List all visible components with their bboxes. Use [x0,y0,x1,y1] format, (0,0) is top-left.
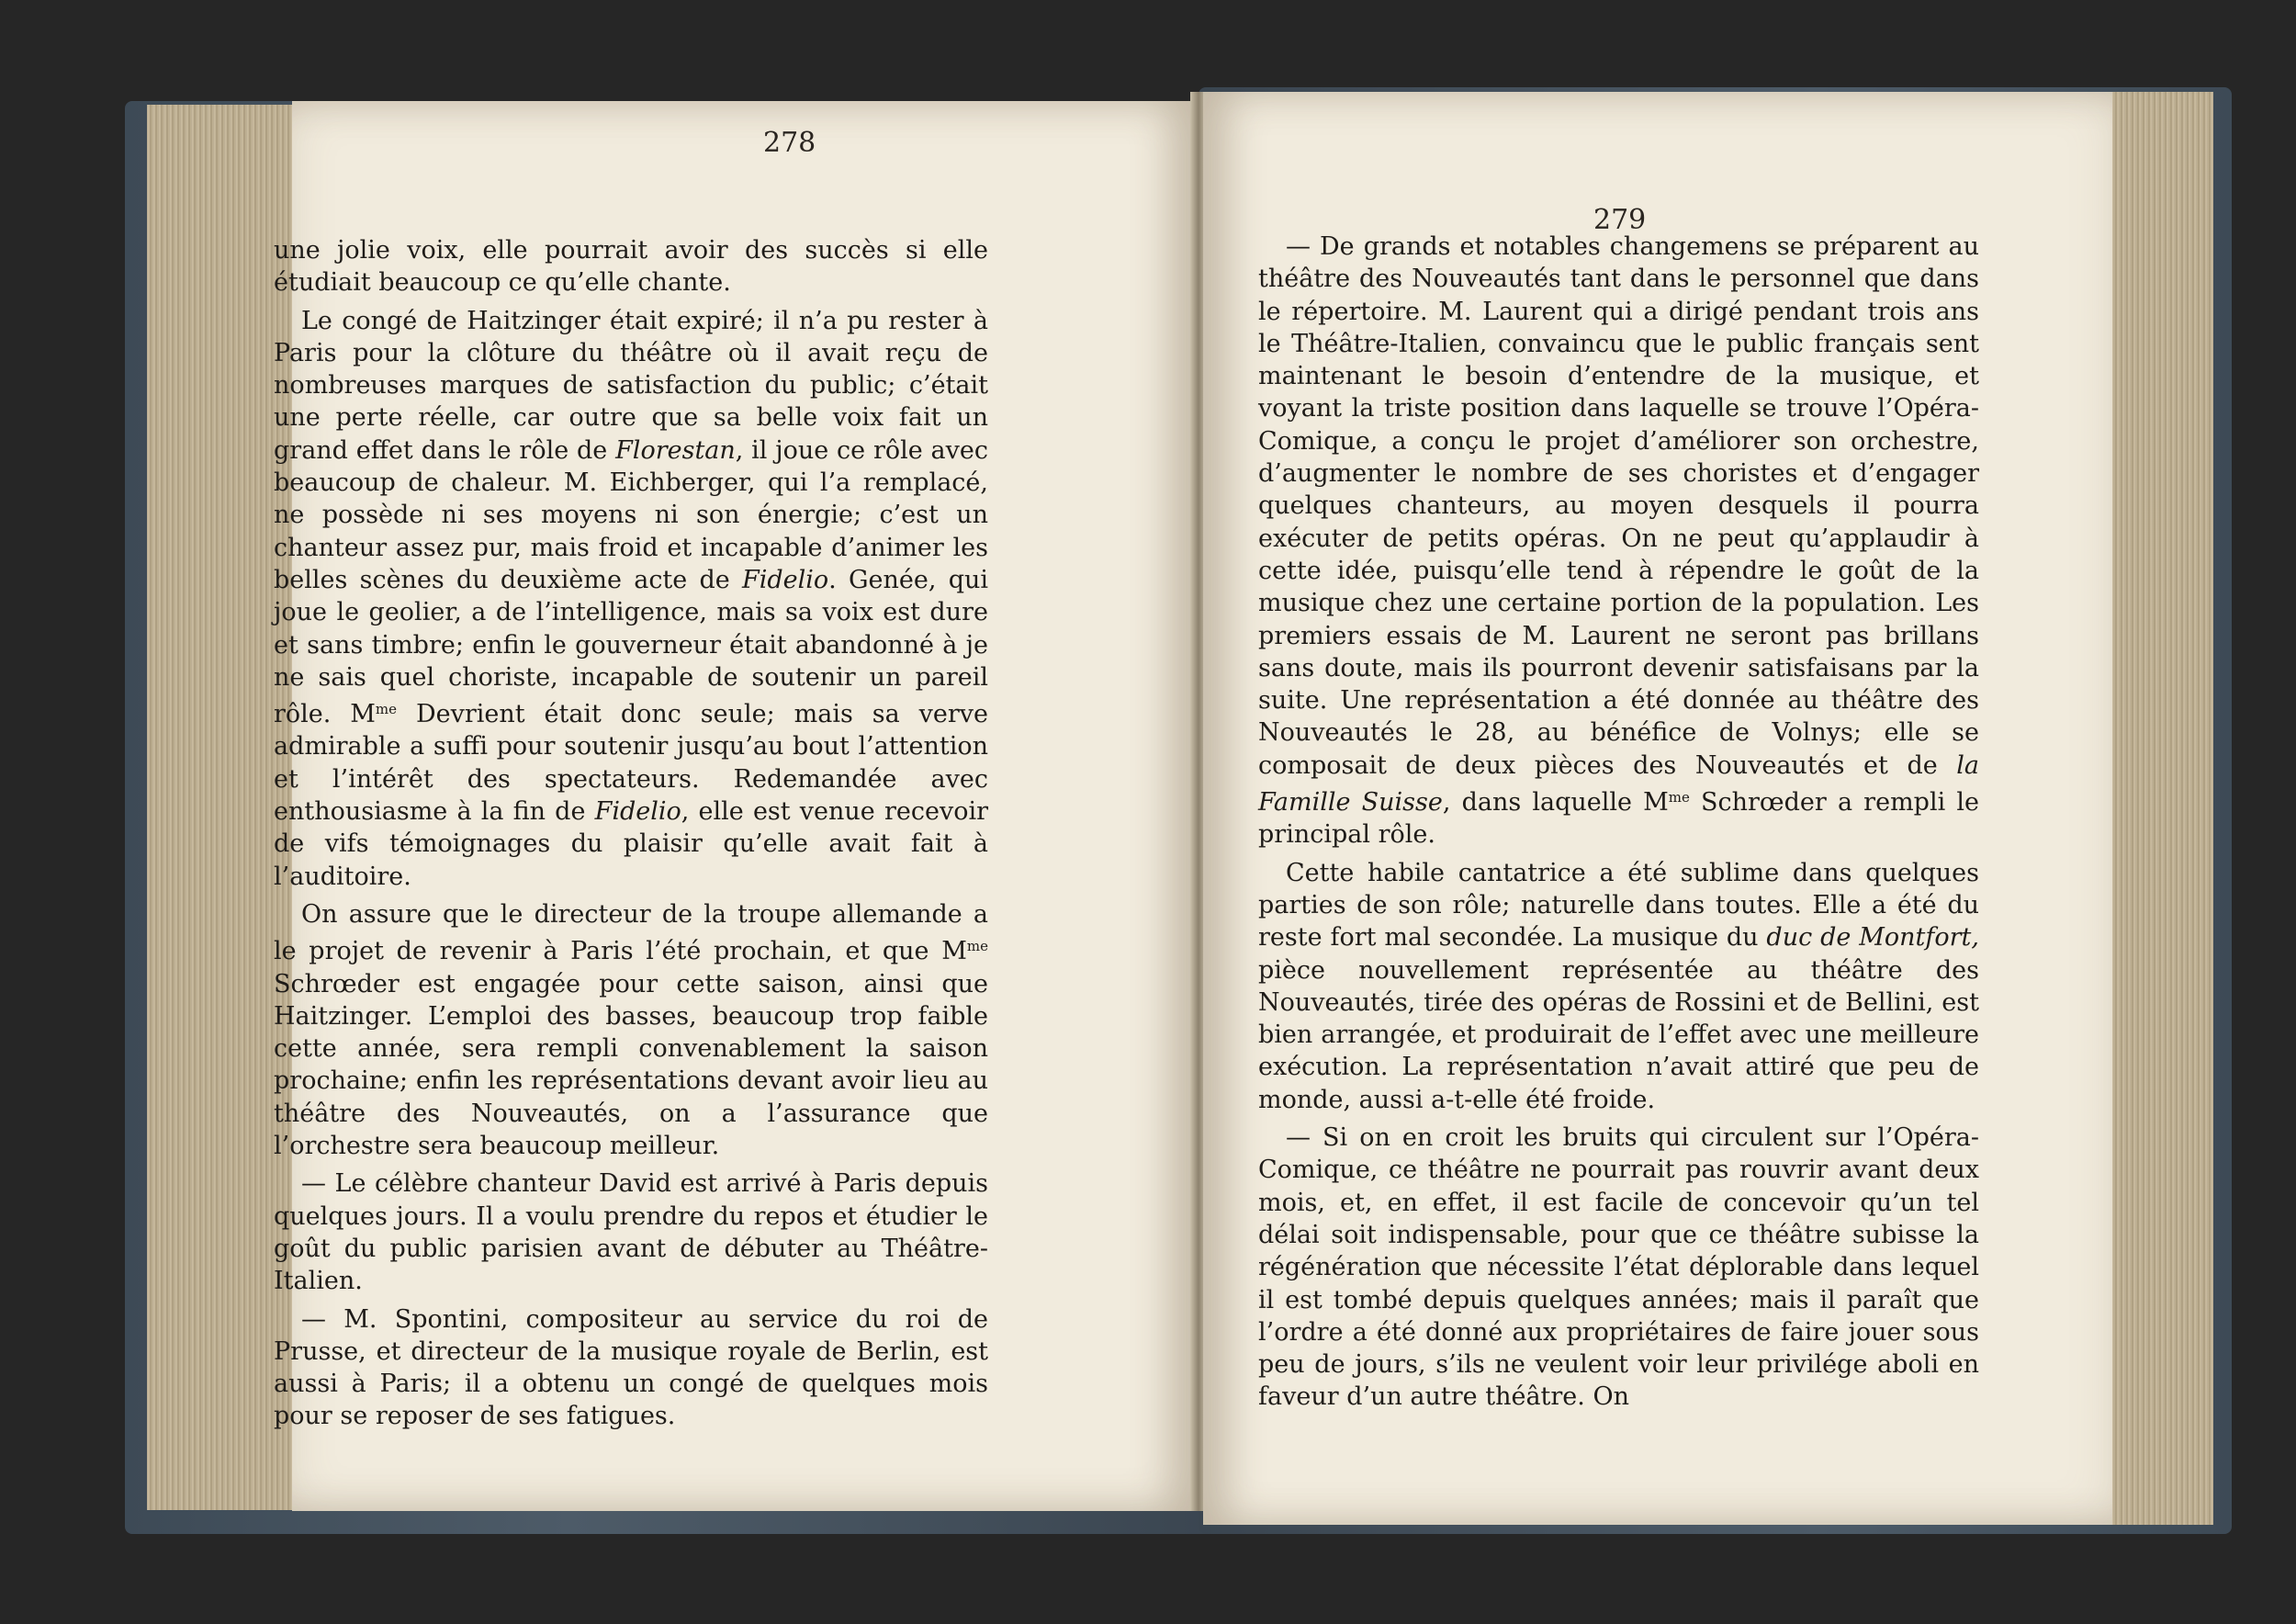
text-run: pièce nouvellement représentée au théâtre des Nouveautés, tirée des opéras de Rossini et de Bellini, est bien arrangée, et produirait de l’effet avec une meilleure exécution. La représentation n’avait attiré que peu de monde, aussi a-t-elle été froide. [1258,955,1979,1114]
page-number-right: 279 [1593,204,1647,236]
text-run: , elle est venue recevoir de vifs témoignages du plaisir qu’elle avait fait à l’auditoire. [274,797,988,891]
paragraph [274,234,988,299]
right-page-text [1258,231,1979,1419]
italic-title: duc de Montfort, [1766,923,1979,953]
paragraph [274,1167,988,1297]
left-page [274,101,1194,1511]
right-page [1203,92,2112,1525]
text-run: — M. Spontini, compositeur au service du roi de Prusse, et directeur de la musique royale de Berlin, est aussi à Paris; il a obtenu un congé de quelques mois pour se reposer de ses fatigues. [274,1304,988,1431]
text-run: me [375,701,398,718]
right-page-edges [2103,92,2213,1525]
text-run: Schrœder est engagée pour cette saison, ainsi que Haitzinger. L’emploi des basses, beaucoup trop faible cette année, sera rempli convenablement la saison prochaine; enfin les représentations devant avoir lieu au théâtre des Nouveautés, on a l’assurance que l’orchestre sera beaucoup meilleur. [274,969,988,1161]
italic-title: Florestan [615,435,736,465]
text-run: Devrient était donc seule; mais sa verve admirable a suffi pour soutenir jusqu’au bout l’attention et l’intérêt des spectateurs. Redemandée avec enthousiasme à la fin de [274,700,988,827]
paragraph [274,898,988,1162]
text-run: me [1668,789,1690,806]
page-number-left: 278 [763,127,816,159]
italic-title: Fidelio [742,565,829,594]
text-run: , dans laquelle M [1442,788,1669,818]
text-run: Cette habile cantatrice a été sublime dans quelques parties de son rôle; naturelle dans toutes. Elle a été du reste fort mal secondée. La musique du [1258,858,1979,953]
text-run: On assure que le directeur de la troupe allemande a le projet de revenir à Paris l’été prochain, et que M [274,899,988,966]
text-run: — Le célèbre chanteur David est arrivé à Paris depuis quelques jours. Il a voulu prendre du repos et étudier le goût du public parisien avant de débuter au Théâtre-Italien. [274,1169,988,1296]
text-run: — Si on en croit les bruits qui circulent sur l’Opéra-Comique, ce théâtre ne pourrait pas rouvrir avant deux mois, et, en effet, il est facile de concevoir qu’un tel délai soit indispensable, pour que ce théâtre subisse la régénération que nécessite l’état déplorable dans lequel il est tombé depuis quelques années; mais il paraît que l’ordre a été donné aux propriétaires de faire jouer sous peu de jours, s’ils ne veulent voir leur privilége aboli en faveur d’un autre théâtre. On [1258,1123,1979,1412]
text-run: une jolie voix, elle pourrait avoir des succès si elle étudiait beaucoup ce qu’elle chante. [274,236,988,298]
text-run: — De grands et notables changemens se préparent au théâtre des Nouveautés tant dans le personnel que dans le répertoire. M. Laurent qui a dirigé pendant trois ans le Théâtre-Italien, convaincu que le public français sent maintenant le besoin d’entendre de la musique, et voyant la triste position dans laquelle se trouve l’Opéra-Comique, a conçu le projet d’améliorer son orchestre, d’augmenter le nombre de ses choristes et d’engager quelques chanteurs, au moyen desquels il pourra exécuter de petits opéras. On ne peut qu’applaudir à cette idée, puisqu’elle tend à répendre le goût de la musique chez une certaine portion de la population. Les premiers essais de M. Laurent ne seront pas brillans sans doute, mais ils pourront devenir satisfaisans par la suite. Une représentation a été donnée au théâtre des Nouveautés le 28, au bénéfice de Volnys; elle se composait de deux pièces des Nouveautés et de [1258,232,1979,780]
text-run: Le congé de Haitzinger était expiré; il n’a pu rester à Paris pour la clôture du théâtre où il avait reçu de nombreuses marques de satisfaction du public; c’était une perte réelle, car outre que sa belle voix fait un grand effet dans le rôle de [274,306,988,465]
text-run: me [966,938,988,955]
italic-title: Fidelio [594,797,681,827]
paragraph [1258,231,1979,851]
paragraph [1258,1122,1979,1414]
italic-title: la Famille Suisse [1258,750,1979,818]
text-run: Schrœder a rempli le principal rôle. [1258,788,1979,850]
left-page-text [274,234,988,1438]
paragraph [274,305,988,893]
paragraph [274,1303,988,1433]
left-page-edges [147,105,294,1510]
text-run: . Genée, qui joue le geolier, a de l’intelligence, mais sa voix est dure et sans timbre; enfin le gouverneur était abandonné à je ne sais quel choriste, incapable de soutenir un pareil rôle. M [274,565,988,729]
paragraph [1258,857,1979,1116]
text-run: , il joue ce rôle avec beaucoup de chaleur. M. Eichberger, qui l’a remplacé, ne possède ni ses moyens ni son énergie; c’est un chanteur assez pur, mais froid et incapable d’animer les belles scènes du deuxième acte de [274,435,988,594]
